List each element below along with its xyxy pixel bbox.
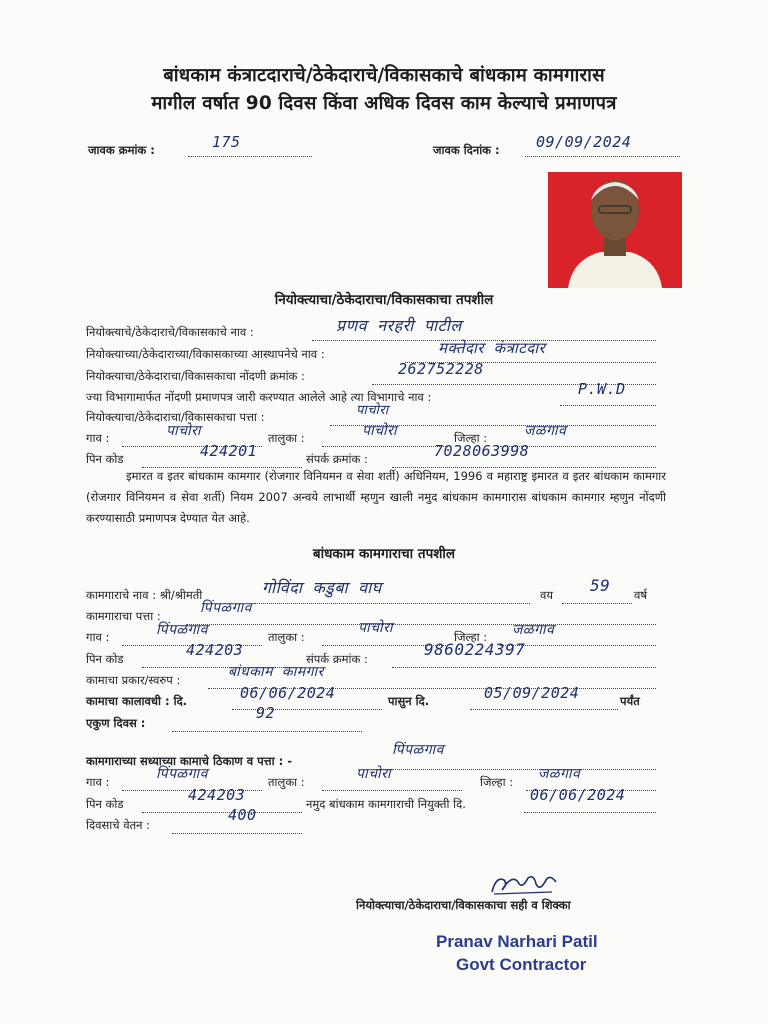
- current-work-taluka-value: पाचोरा: [356, 766, 391, 782]
- employer-taluka-value: पाचोरा: [362, 423, 397, 439]
- employer-department-value: P.W.D: [578, 380, 626, 398]
- outward-number-label: जावक क्रमांक :: [88, 143, 155, 157]
- employer-department-label: ज्या विभागामार्फत नोंदणी प्रमाणपत्र जारी करण्यात आलेले आहे त्या विभागाचे नाव :: [86, 390, 432, 404]
- outward-number-line: [188, 156, 312, 157]
- signature-label: नियोक्त्याचा/ठेकेदाराचा/विकासकाचा सही व शिक्का: [356, 898, 571, 912]
- worker-name-line: [254, 603, 530, 604]
- appointment-label: नमुद बांधकाम कामगाराची नियुक्ती दि.: [306, 797, 466, 811]
- employer-address-label: नियोक्त्याचा/ठेकेदाराचा/विकासकाचा पत्ता :: [86, 410, 265, 424]
- total-days-line: [172, 731, 362, 732]
- legal-paragraph-text: इमारत व इतर बांधकाम कामगार (रोजगार विनियमन व सेवा शर्ती) अधिनियम, 1996 व महाराष्ट्र इमारत व इतर बांधकाम कामगार (रोजगार विनियमन व सेवा शर्ती) नियम 2007 अन्वये लाभार्थी म्हणुन खाली नमुद बांधकाम कामगारास बांधकाम कामगार म्हणुन नोंदणी करण्यासाठी प्रमाणपत्र देण्यात येत आहे.: [86, 469, 666, 525]
- employer-contact-value: 7028063998: [434, 442, 530, 460]
- employer-name-value: प्रणव नरहरी पाटील: [336, 316, 462, 335]
- certificate-title-line2: मागील वर्षात 90 दिवस किंवा अधिक दिवस काम केल्याचे प्रमाणपत्र: [151, 93, 617, 114]
- period-label: कामाचा कालावधी : दि.: [86, 694, 188, 708]
- current-work-village-value: पिंपळगाव: [156, 766, 208, 782]
- contractor-stamp-title: Govt Contractor: [456, 955, 587, 974]
- employer-district-value: जळगाव: [524, 423, 567, 439]
- period-end-label: पर्यंत: [620, 694, 640, 708]
- employer-village-label: गाव :: [86, 431, 110, 445]
- worker-district-value: जळगाव: [512, 622, 555, 638]
- period-to-line: [470, 709, 618, 710]
- outward-date-line: [525, 156, 680, 157]
- total-days-value: 92: [256, 704, 276, 722]
- current-work-place-line: [376, 769, 656, 770]
- current-work-village-label: गाव :: [86, 775, 110, 789]
- current-work-pin-value: 424203: [188, 786, 246, 804]
- worker-taluka-value: पाचोरा: [358, 620, 393, 636]
- current-work-district-label: जिल्हा :: [480, 775, 514, 789]
- daily-wage-value: 400: [228, 806, 257, 824]
- employer-taluka-label: तालुका :: [268, 431, 305, 445]
- worker-contact-label: संपर्क क्रमांक :: [306, 652, 368, 666]
- current-work-taluka-label: तालुका :: [268, 775, 305, 789]
- work-type-value: बांधकाम कामगार: [228, 664, 324, 680]
- worker-name-label: कामगाराचे नाव : श्री/श्रीमती: [86, 588, 203, 602]
- employer-section-heading: नियोक्त्याचा/ठेकेदाराचा/विकासकाचा तपशील: [274, 292, 494, 308]
- employer-address-value: पाचोरा: [356, 403, 389, 418]
- employer-name-label: नियोक्त्याचे/ठेकेदाराचे/विकासकाचे नाव :: [86, 325, 254, 339]
- employer-pin-label: पिन कोड: [86, 452, 124, 466]
- employer-pin-value: 424201: [200, 442, 258, 460]
- employer-taluka-line: [322, 446, 448, 447]
- period-to-value: 05/09/2024: [484, 684, 580, 702]
- employer-department-line: [560, 405, 656, 406]
- outward-date-label: जावक दिनांक :: [433, 143, 500, 157]
- worker-district-label: जिल्हा :: [454, 630, 488, 644]
- employer-contact-label: संपर्क क्रमांक :: [306, 452, 368, 466]
- worker-section-heading: बांधकाम कामगाराचा तपशील: [312, 546, 456, 562]
- worker-pin-value: 424203: [186, 641, 244, 659]
- outward-date-value: 09/09/2024: [536, 133, 632, 151]
- current-work-taluka-line: [322, 790, 462, 791]
- worker-name-value: गोविंदा कडुबा वाघ: [262, 578, 382, 597]
- worker-address-line: [186, 624, 656, 625]
- worker-address-label: कामगाराचा पत्ता :: [86, 609, 161, 623]
- worker-contact-line: [392, 667, 656, 668]
- employer-establishment-label: नियोक्त्याच्या/ठेकेदाराच्या/विकासकाच्या आस्थापनेचे नाव :: [86, 347, 325, 361]
- work-type-label: कामाचा प्रकार/स्वरुप :: [86, 673, 181, 687]
- worker-age-line: [562, 603, 632, 604]
- worker-age-unit: वर्ष: [634, 588, 648, 602]
- period-from-value: 06/06/2024: [240, 684, 336, 702]
- period-from-line: [232, 709, 382, 710]
- worker-village-value: पिंपळगाव: [156, 622, 208, 638]
- period-mid-label: पासुन दि.: [388, 694, 430, 708]
- current-work-place-value: पिंपळगाव: [392, 742, 444, 758]
- daily-wage-label: दिवसाचे वेतन :: [86, 818, 151, 832]
- current-work-pin-label: पिन कोड: [86, 797, 124, 811]
- worker-village-label: गाव :: [86, 630, 110, 644]
- daily-wage-line: [172, 833, 302, 834]
- worker-contact-value: 9860224397: [424, 640, 526, 659]
- worker-pin-label: पिन कोड: [86, 652, 124, 666]
- employer-district-label: जिल्हा :: [454, 431, 488, 445]
- outward-number-value: 175: [212, 133, 241, 151]
- worker-age-label: वय: [540, 588, 554, 602]
- employer-registration-label: नियोक्त्याचा/ठेकेदाराचा/विकासकाचा नोंदणी क्रमांक :: [86, 369, 305, 383]
- certificate-title-line1: बांधकाम कंत्राटदाराचे/ठेकेदाराचे/विकासकाचे बांधकाम कामगारास: [163, 65, 605, 86]
- employer-village-value: पाचोरा: [166, 423, 201, 439]
- appointment-value: 06/06/2024: [530, 786, 626, 804]
- worker-taluka-label: तालुका :: [268, 630, 305, 644]
- employer-registration-value: 262752228: [398, 360, 484, 378]
- appointment-line: [524, 812, 656, 813]
- worker-photo: [548, 172, 682, 288]
- employer-establishment-value: मक्तेदार कंत्राटदार: [438, 339, 546, 357]
- contractor-stamp-name: Pranav Narhari Patil: [436, 932, 598, 951]
- worker-address-value: पिंपळगाव: [200, 600, 252, 616]
- worker-age-value: 59: [590, 576, 611, 595]
- current-work-pin-line: [142, 812, 302, 813]
- current-work-district-value: जळगाव: [538, 766, 581, 782]
- legal-paragraph: [86, 466, 666, 529]
- total-days-label: एकुण दिवस :: [86, 716, 146, 730]
- current-work-place-label: कामगाराच्या सध्याच्या कामाचे ठिकाण व पत्ता : -: [86, 754, 292, 768]
